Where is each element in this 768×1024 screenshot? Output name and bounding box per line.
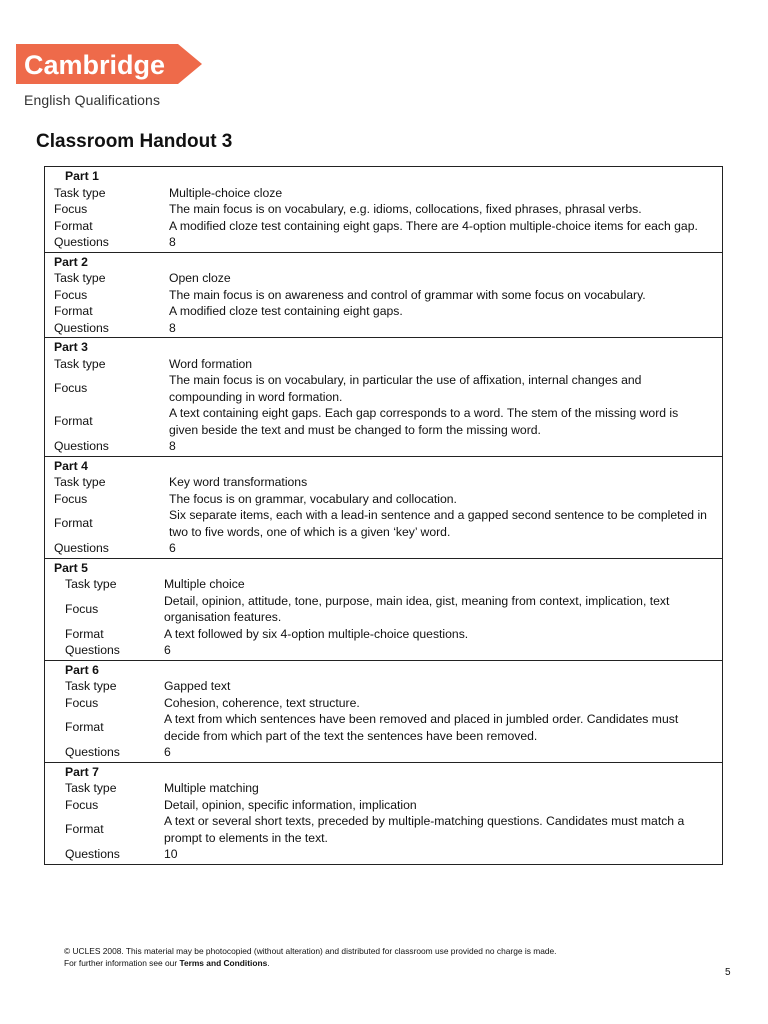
footer	[64, 945, 557, 969]
table-row	[45, 185, 722, 202]
row-value: 8	[169, 320, 176, 335]
row-label: Task type	[65, 679, 117, 693]
table-row	[45, 270, 722, 287]
row-label: Task type	[54, 356, 106, 371]
table-row	[45, 287, 722, 304]
part-title: Part 5	[54, 560, 88, 575]
row-label: Format	[65, 626, 104, 641]
table-row	[45, 474, 722, 491]
table-row	[45, 507, 722, 540]
row-value: The focus is on grammar, vocabulary and collocation.	[169, 491, 457, 506]
part-title: Part 1	[65, 169, 99, 183]
table-row	[45, 356, 722, 373]
row-label: Format	[54, 516, 93, 531]
part-section	[45, 559, 722, 661]
row-label: Task type	[54, 271, 106, 285]
row-value: A text or several short texts, preceded by multiple-matching questions. Candidates must match a prompt to elements in the text.	[164, 814, 685, 845]
row-label: Focus	[54, 381, 88, 396]
row-label: Questions	[65, 643, 120, 657]
table-row	[45, 438, 722, 455]
part-title: Part 7	[65, 764, 99, 779]
row-value: Open cloze	[169, 271, 231, 285]
row-value: The main focus is on vocabulary, in particular the use of affixation, internal changes and compounding in word formation.	[169, 373, 642, 404]
row-label: Focus	[54, 287, 88, 302]
exam-parts-table	[44, 166, 723, 865]
row-label: Questions	[54, 541, 109, 555]
row-value: Six separate items, each with a lead-in sentence and a gapped second sentence to be completed in two to five words, one of which is a given ‘key’ word.	[169, 508, 707, 539]
row-value: Word formation	[169, 356, 253, 371]
part-section	[45, 457, 722, 559]
table-row	[45, 218, 722, 235]
row-value: 6	[164, 745, 171, 759]
row-label: Task type	[54, 185, 106, 200]
table-row	[45, 695, 722, 712]
part-section	[45, 661, 722, 763]
brand-subtitle: English Qualifications	[24, 92, 161, 108]
row-label: Questions	[54, 235, 109, 249]
table-row	[45, 642, 722, 659]
row-value: A text from which sentences have been removed and placed in jumbled order. Candidates must decide from which part of the text the sentences have been removed.	[164, 712, 679, 743]
table-row	[45, 797, 722, 814]
table-row	[45, 711, 722, 744]
row-value: The main focus is on vocabulary, e.g. idioms, collocations, fixed phrases, phrasal verbs.	[169, 202, 642, 216]
page-title: Classroom Handout 3	[36, 131, 233, 152]
row-label: Focus	[54, 491, 88, 506]
row-label: Format	[65, 822, 104, 837]
row-label: Questions	[54, 439, 109, 453]
row-label: Format	[54, 304, 93, 318]
row-label: Focus	[65, 601, 99, 616]
part-section	[45, 338, 722, 457]
footer-info-suffix: .	[267, 958, 270, 968]
row-label: Questions	[65, 745, 120, 759]
row-value: Cohesion, coherence, text structure.	[164, 695, 360, 710]
table-row	[45, 372, 722, 405]
row-label: Format	[65, 720, 104, 735]
table-row	[45, 678, 722, 695]
table-row	[45, 744, 722, 761]
part-section	[45, 253, 722, 339]
row-label: Focus	[65, 797, 99, 812]
row-label: Task type	[65, 577, 117, 591]
footer-copyright: © UCLES 2008. This material may be photocopied (without alteration) and distributed for classroom use provided no charge is made.	[64, 946, 557, 956]
table-row	[45, 813, 722, 846]
row-value: Multiple-choice cloze	[169, 185, 283, 200]
row-value: A text containing eight gaps. Each gap corresponds to a word. The stem of the missing word is given beside the text and must be changed to form the missing word.	[169, 406, 679, 437]
row-value: Multiple matching	[164, 781, 259, 795]
row-label: Questions	[65, 847, 120, 861]
table-row	[45, 405, 722, 438]
row-value: 8	[169, 235, 176, 249]
row-value: A text followed by six 4-option multiple-choice questions.	[164, 626, 469, 641]
row-value: 6	[164, 643, 171, 657]
row-value: A modified cloze test containing eight gaps.	[169, 304, 403, 318]
part-title: Part 4	[54, 458, 88, 473]
row-value: The main focus is on awareness and control of grammar with some focus on vocabulary.	[169, 287, 646, 302]
table-row	[45, 201, 722, 218]
table-row	[45, 540, 722, 557]
row-value: A modified cloze test containing eight gaps. There are 4-option multiple-choice items for each gap.	[169, 218, 698, 233]
row-label: Questions	[54, 320, 109, 335]
row-value: 10	[164, 847, 178, 861]
table-row	[45, 780, 722, 797]
table-row	[45, 626, 722, 643]
row-value: 6	[169, 541, 176, 555]
brand-name: Cambridge	[24, 50, 166, 80]
row-label: Task type	[54, 475, 106, 489]
page-number: 5	[725, 967, 731, 978]
footer-info	[64, 957, 557, 969]
row-label: Format	[54, 218, 93, 233]
row-value: Gapped text	[164, 679, 231, 693]
table-row	[45, 576, 722, 593]
row-value: Multiple choice	[164, 577, 245, 591]
cambridge-logo-arrow	[16, 44, 206, 88]
part-section	[45, 763, 722, 864]
table-row	[45, 846, 722, 863]
row-label: Focus	[65, 695, 99, 710]
table-row	[45, 320, 722, 337]
terms-link[interactable]: Terms and Conditions	[179, 958, 268, 968]
row-label: Focus	[54, 202, 88, 216]
row-value: 8	[169, 439, 176, 453]
table-row	[45, 491, 722, 508]
row-label: Task type	[65, 781, 117, 795]
row-value: Detail, opinion, attitude, tone, purpose, main idea, gist, meaning from context, implication, text organisation features.	[164, 593, 670, 624]
part-title: Part 2	[54, 254, 88, 269]
row-value: Detail, opinion, specific information, implication	[164, 797, 417, 812]
footer-info-prefix: For further information see our	[64, 958, 180, 968]
part-title: Part 6	[65, 662, 99, 677]
row-label: Format	[54, 414, 93, 429]
part-title: Part 3	[54, 340, 88, 354]
part-section	[45, 167, 722, 253]
row-value: Key word transformations	[169, 475, 308, 489]
table-row	[45, 303, 722, 320]
table-row	[45, 593, 722, 626]
table-row	[45, 234, 722, 251]
